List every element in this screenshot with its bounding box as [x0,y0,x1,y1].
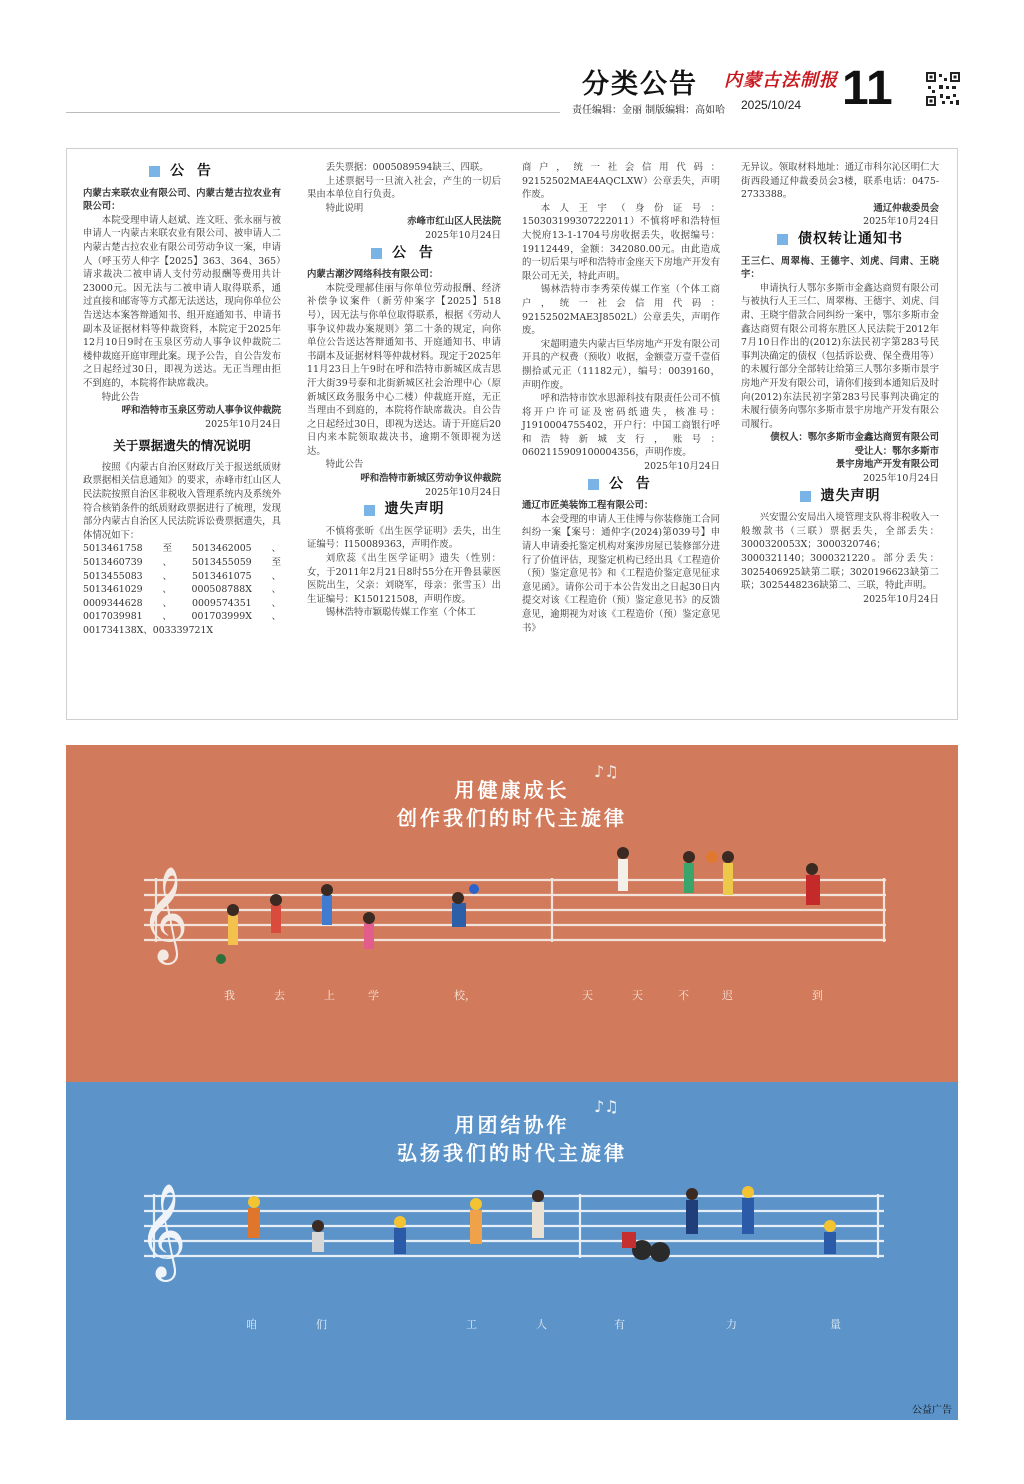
column-2 [307,161,501,620]
worker-figures [248,1186,836,1262]
banner-subheading: 创作我们的时代主旋律 [397,806,627,830]
column-4 [741,161,939,606]
lost-item: 呼和浩特市饮水思源科技有限责任公司不慎将开户许可证及密码纸遗失，核准号：J1910004755402，开户行：中国工商银行呼和浩特新城支行，账号：0602115909100004356，声明作废。 [522,393,720,459]
lyric-char: 我 [224,989,235,1002]
lyric-char: 们 [316,1318,327,1331]
notice-body: 本会受理的申请人王佳博与你装修施工合同纠纷一案【案号：通仲字(2024)第039号】申请人申请委托鉴定机构对案涉房屋已装修部分进行了价值评估，现鉴定机构已经出具《工程造价（预）鉴定意见书》和《工程造价鉴定意见征求意见函》。请你公司于本公告发出之日起30日内提交对该《工程造价（预）鉴定意见书》的反馈意见，逾期视为对该《工程造价（预）鉴定意见书》 [522,513,720,634]
lyric-char: 上 [324,989,335,1002]
notice-org: 通辽仲裁委员会 [873,202,939,214]
public-service-ad-tag: 公益广告 [912,1405,952,1416]
lyric-char: 到 [812,989,823,1002]
lost-date: 2025年10月24日 [644,461,720,473]
assignee: 受让人：鄂尔多斯市 [854,445,939,457]
lyric-char: 天 [582,989,593,1002]
notice-addressee: 内蒙古潮汐网络科技有限公司： [307,269,439,281]
notice-closing: 特此公告 [325,459,364,471]
treble-clef-icon: 𝄞 [138,1183,187,1278]
notice-org: 呼和浩特市玉泉区劳动人事争议仲裁院 [121,405,281,417]
transfer-title: 债权转让通知书 [741,233,939,247]
lyric-char: 不 [678,989,689,1002]
lost-statement-title: 遗失声明 [741,490,939,504]
loss-continued: 丢失票据：0005089594缺三、四联。 [325,162,489,173]
lost-item: 商户，统一社会信用代码：92152502MAE4AQCLXW）公章丢失，声明作废。 [522,162,720,201]
children-figures [216,847,820,964]
square-icon [149,166,160,177]
transfer-date: 2025年10月24日 [863,473,939,485]
transfer-addressee: 王三仁、周翠梅、王德宇、刘虎、闫肃、王晓宇： [741,255,939,281]
loss-disclaimer: 上述票据号一旦流入社会，产生的一切后果由本单位自行负责。 [307,175,501,201]
lost-body: 兴安盟公安局出入境管理支队将非税收入一般缴款书（三联）票据丢失，全部丢失：3000320053X；3000320746；3000321140；3000321220。部分丢失：3025406925缺第二联；3020196623缺第二联；3025448236缺第二、三联，特此声明。 [741,512,939,592]
notice-date: 2025年10月24日 [425,486,501,498]
lost-date: 2025年10月24日 [863,593,939,605]
assignee: 景宇房地产开发有限公司 [835,459,939,471]
notice-org: 呼和浩特市新城区劳动争议仲裁院 [360,473,501,485]
treble-clef-icon: 𝄞 [140,866,189,961]
lyric-char: 天 [632,989,643,1002]
section-title: 分类公告 [582,69,698,100]
square-icon [588,479,599,490]
notice-continued: 无异议。领取材料地址：通辽市科尔沁区明仁大街西段通辽仲裁委员会3楼，联系电话：0475-2733388。 [741,162,939,201]
lyric-char: 迟 [722,989,733,1002]
lyric-char: 量 [830,1318,841,1331]
announcements-panel [66,148,958,720]
notice-title: 公 告 [522,478,720,492]
music-staff-illustration [66,745,958,1082]
psa-banner-health [66,745,958,1082]
music-staff-illustration [66,1082,958,1420]
lyric-char: 去 [274,989,285,1002]
notice-addressee: 通辽市匠美装饰工程有限公司： [522,500,654,512]
transfer-body: 申请执行人鄂尔多斯市金鑫达商贸有限公司与被执行人王三仁、周翠梅、王德宇、刘虎、闫肃、王晓宇借款合同纠纷一案中，鄂尔多斯市金鑫达商贸有限公司将东胜区人民法院于2012年7月10日作出的(2012)东法民初字第283号民事判决确定的债权（包括诉讼费、保全费用等）的未履行部分全部转让给第三人鄂尔多斯市景宇房地产开发有限公司，请你们接到本通知后及时向(2012)东法民初字第283号民事判决确定的未履行债务向鄂尔多斯市景宇房地产开发有限公司履行。 [741,282,939,430]
qr-code-icon [926,72,960,106]
lyric-char: 学 [368,989,379,1002]
psa-banner-unity [66,1082,958,1420]
lyric-char: 力 [726,1318,737,1331]
notice-addressee: 内蒙古来联农业有限公司、内蒙古楚古拉农业有限公司： [83,187,281,213]
music-note-icon: ♪♫ [594,1097,619,1116]
square-icon [777,234,788,245]
notice-title: 公 告 [83,165,281,179]
square-icon [800,491,811,502]
editor-credits: 责任编辑：金丽 制版编辑：高如哈 [572,105,726,116]
lyric-char: 校， [454,989,476,1002]
square-icon [364,505,375,516]
lost-item: 锡林浩特市颖聪传媒工作室（个体工 [325,607,476,619]
header-rule [66,112,560,113]
loss-body: 按照《内蒙古自治区财政厅关于报送纸质财政票据相关信息通知》的要求，赤峰市红山区人民法院按照自治区非税收入管理系统内及系统外符合核销条件的纸质财政票据进行了梳理，发现部分内蒙古自治区人民法院诉讼费票据遗失，具体情况如下： [83,461,281,541]
lost-item: 宋超明遗失内蒙古巨华房地产开发有限公司开具的产权费（预收）收据，金额壹万壹千壹佰捌拾贰元正（11182元），编号：0039160，声明作废。 [522,338,720,391]
lost-statement-title: 遗失声明 [307,503,501,517]
lyric-char: 人 [536,1318,547,1331]
loss-org: 赤峰市红山区人民法院 [407,216,501,228]
column-3 [522,161,720,635]
lost-item: 本人王宇（身份证号：150303199307222011）不慎将呼和浩特恒大悦府13-1-1704号房收据丢失，收据编号：19112449，金额：342080.00元。由此造成的一切后果与呼和浩特市金座天下房地产开发有限公司无关，特此声明。 [522,202,720,282]
loss-date: 2025年10月24日 [425,229,501,241]
notice-date: 2025年10月24日 [863,216,939,228]
newspaper-logo: 内蒙古法制报 [724,70,838,91]
lost-item: 刘欣蕊《出生医学证明》遗失（性别：女，于2011年2月21日8时55分在开鲁县蒙医医院出生，父亲：刘晓军，母亲：张雪玉）出生证编号：K150121508，声明作废。 [307,553,501,605]
lyric-char: 有 [614,1318,625,1331]
notice-closing: 特此公告 [101,391,140,403]
notice-title: 公 告 [307,247,501,261]
square-icon [371,248,382,259]
assignor: 债权人：鄂尔多斯市金鑫达商贸有限公司 [770,432,939,444]
loss-title: 关于票据遗失的情况说明 [113,438,251,454]
notice-date: 2025年10月24日 [205,418,281,430]
banner-subheading: 弘扬我们的时代主旋律 [397,1141,627,1165]
banner-heading: 用健康成长 [454,778,570,802]
page-header [0,0,1024,130]
lost-item: 不慎将张昕《出生医学证明》丢失，出生证编号：I150089363，声明作废。 [307,525,501,551]
music-note-icon: ♪♫ [594,762,619,781]
lyric-char: 工 [466,1318,477,1331]
issue-date: 2025/10/24 [741,98,802,112]
notice-body: 本院受理申请人赵斌、连文旺、张永丽与被申请人一内蒙古来联农业有限公司、被申请人二内蒙古楚古拉农业有限公司劳动争议一案，申请人（呼玉劳人仲字【2025】363、364、365）请求裁决二被申请人支付劳动报酬等费用共计23000元。因无法与二被申请人取得联系，通过直接和邮寄等方式都无法送达，现向你单位公告送达本案答辩通知书、组开庭通知书、申请书副本及证据材料等仲裁资料，本院定于2025年12月10日9时在玉泉区劳动人事争议仲裁院二楼仲裁庭开庭审理此案。现予公告，自公告发布之日起经过30日，即视为送达。无正当理由拒不到庭的，本院将作缺席裁决。 [83,214,281,389]
lyric-char: 咱 [246,1318,257,1331]
loss-closing: 特此说明 [325,202,364,214]
column-1 [83,161,281,638]
banner-heading: 用团结协作 [454,1113,570,1137]
notice-body: 本院受理郝佳丽与你单位劳动报酬、经济补偿争议案件（新劳仲案字【2025】518号），因无法与你单位取得联系，根据《劳动人事争议仲裁办案规则》第二十条的规定，向你单位公告送达答辩通知书、开庭通知书、申请书副本及证据材料等仲裁材料。现定于2025年11月23日上午9时在呼和浩特市新城区成吉思汗大街39号泰和北街新城区社会治理中心（原新城区政务服务中心二楼）仲裁庭开庭，无正当理由不到庭的，本院将作缺席裁决。自公告之日起经过30日，即视为送达。请于开庭后20日内来本院领取裁决书，逾期不领即视为送达。 [307,282,501,457]
lost-item: 锡林浩特市李秀荣传媒工作室（个体工商户，统一社会信用代码：92152502MAE3J8502L）公章丢失，声明作废。 [522,284,720,337]
page-number: 11 [842,62,893,115]
loss-numbers: 5013461758至5013462005、5013460739、5013455059至5013455083、5013461075、5013461029、000508788X、0009344628、0009574351、0017039981、001703999X、001734138X、003339721X [83,543,281,636]
